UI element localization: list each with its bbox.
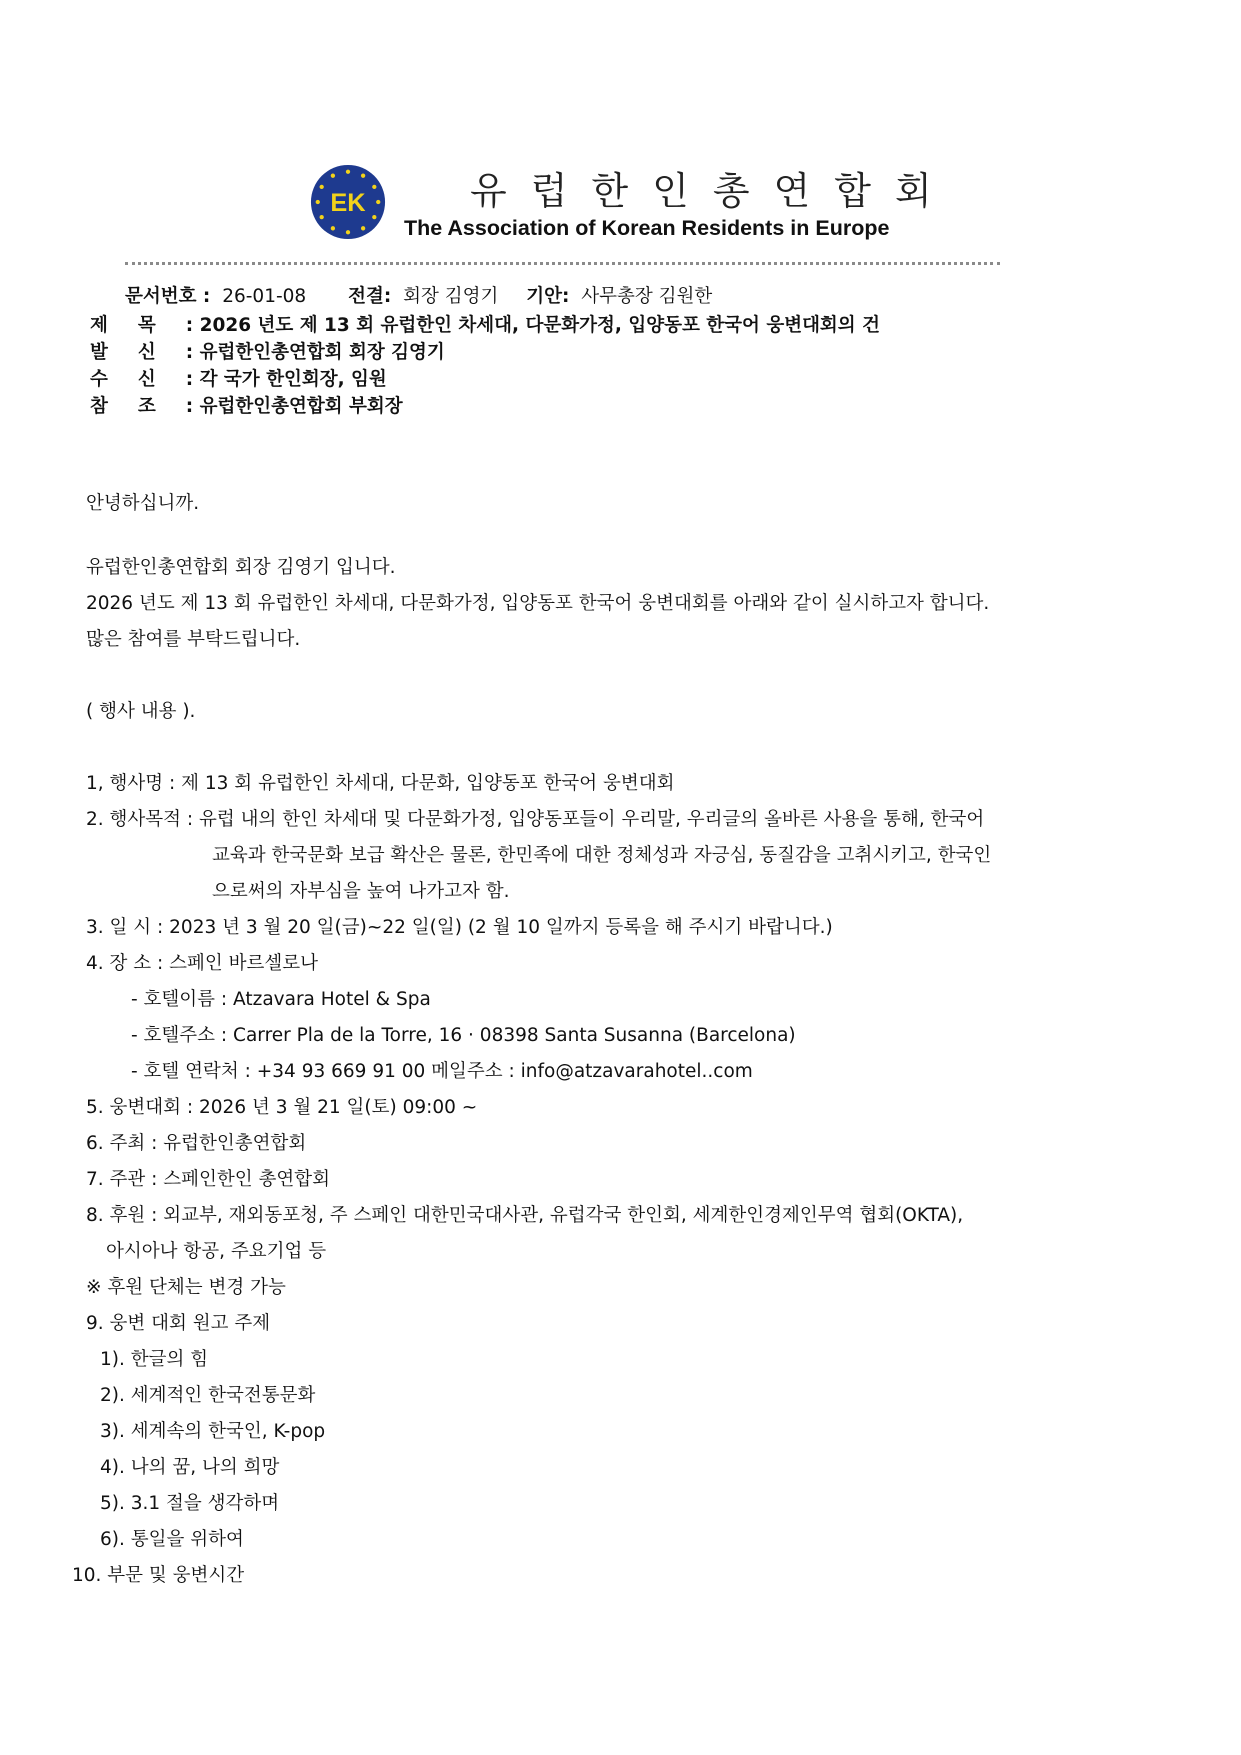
intro-line-1: 유럽한인총연합회 회장 김영기 입니다. xyxy=(86,557,396,578)
item-sponsors-line-1: 8. 후원 : 외교부, 재외동포청, 주 스페인 대한민국대사관, 유럽각국 한인회, 세계한인경제인무역 협회(OKTA), xyxy=(86,1205,964,1226)
doc-number-label: 문서번호 : xyxy=(125,286,211,307)
sponsor-note: ※ 후원 단체는 변경 가능 xyxy=(86,1277,286,1298)
topic-item: 3). 세계속의 한국인, K-pop xyxy=(100,1421,326,1442)
item-categories: 10. 부문 및 웅변시간 xyxy=(72,1565,245,1586)
item-host: 6. 주최 : 유럽한인총연합회 xyxy=(86,1133,307,1154)
reference-label: 참조 xyxy=(90,396,186,417)
intro-line-3: 많은 참여를 부탁드립니다. xyxy=(86,629,301,650)
logo-text: EK xyxy=(330,188,366,217)
item-organizer: 7. 주관 : 스페인한인 총연합회 xyxy=(86,1169,330,1190)
draft-value: 사무총장 김원한 xyxy=(581,286,713,307)
subject-field xyxy=(90,311,880,337)
topic-item: 5). 3.1 절을 생각하며 xyxy=(100,1493,280,1514)
topic-item: 6). 통일을 위하여 xyxy=(100,1529,244,1550)
sender-field xyxy=(90,338,445,364)
subject-label: 제목 xyxy=(90,315,186,336)
document-meta-line xyxy=(125,282,712,308)
item-purpose-line-1: 2. 행사목적 : 유럽 내의 한인 차세대 및 다문화가정, 입양동포들이 우리말, 우리글의 올바른 사용을 통해, 한국어 xyxy=(86,809,985,830)
reference-field xyxy=(90,392,403,418)
recipient-field xyxy=(90,365,387,391)
item-speech-topics: 9. 웅변 대회 원고 주제 xyxy=(86,1313,271,1334)
approval-label: 전결: xyxy=(348,286,392,307)
approval-value: 회장 김영기 xyxy=(403,286,499,307)
subject-value: : 2026 년도 제 13 회 유럽한인 차세대, 다문화가정, 입양동포 한국어 웅변대회의 건 xyxy=(185,315,880,336)
header-divider xyxy=(125,262,1000,265)
organization-subtitle: The Association of Korean Residents in Europe xyxy=(404,216,890,240)
venue-hotel-address: - 호텔주소 : Carrer Pla de la Torre, 16 · 08398 Santa Susanna (Barcelona) xyxy=(131,1025,796,1046)
item-event-name: 1, 행사명 : 제 13 회 유럽한인 차세대, 다문화, 입양동포 한국어 웅변대회 xyxy=(86,773,675,794)
sender-label: 발신 xyxy=(90,342,186,363)
recipient-label: 수신 xyxy=(90,369,186,390)
organization-logo xyxy=(309,163,387,241)
draft-label: 기안: xyxy=(526,286,570,307)
item-sponsors-line-2: 아시아나 항공, 주요기업 등 xyxy=(106,1241,327,1262)
item-purpose-line-3: 으로써의 자부심을 높여 나가고자 함. xyxy=(212,881,510,902)
doc-number: 26-01-08 xyxy=(222,286,307,307)
intro-line-2: 2026 년도 제 13 회 유럽한인 차세대, 다문화가정, 입양동포 한국어 웅변대회를 아래와 같이 실시하고자 합니다. xyxy=(86,593,990,614)
sender-value: : 유럽한인총연합회 회장 김영기 xyxy=(185,342,445,363)
reference-value: : 유럽한인총연합회 부회장 xyxy=(185,396,403,417)
item-date: 3. 일 시 : 2023 년 3 월 20 일(금)~22 일(일) (2 월 10 일까지 등록을 해 주시기 바랍니다.) xyxy=(86,917,833,938)
topic-item: 4). 나의 꿈, 나의 희망 xyxy=(100,1457,280,1478)
recipient-value: : 각 국가 한인회장, 임원 xyxy=(185,369,387,390)
item-purpose-line-2: 교육과 한국문화 보급 확산은 물론, 한민족에 대한 정체성과 자긍심, 동질감을 고취시키고, 한국인 xyxy=(212,845,992,866)
venue-hotel-contact: - 호텔 연락처 : +34 93 669 91 00 메일주소 : info@atzavarahotel..com xyxy=(131,1061,753,1082)
venue-hotel-name: - 호텔이름 : Atzavara Hotel & Spa xyxy=(131,989,431,1010)
item-venue: 4. 장 소 : 스페인 바르셀로나 xyxy=(86,953,318,974)
greeting: 안녕하십니까. xyxy=(86,493,200,514)
section-title: ( 행사 내용 ). xyxy=(86,701,196,722)
organization-title: 유럽한인총연합회 xyxy=(470,169,956,213)
topic-item: 1). 한글의 힘 xyxy=(100,1349,209,1370)
topic-item: 2). 세계적인 한국전통문화 xyxy=(100,1385,316,1406)
item-contest-time: 5. 웅변대회 : 2026 년 3 월 21 일(토) 09:00 ~ xyxy=(86,1097,478,1118)
